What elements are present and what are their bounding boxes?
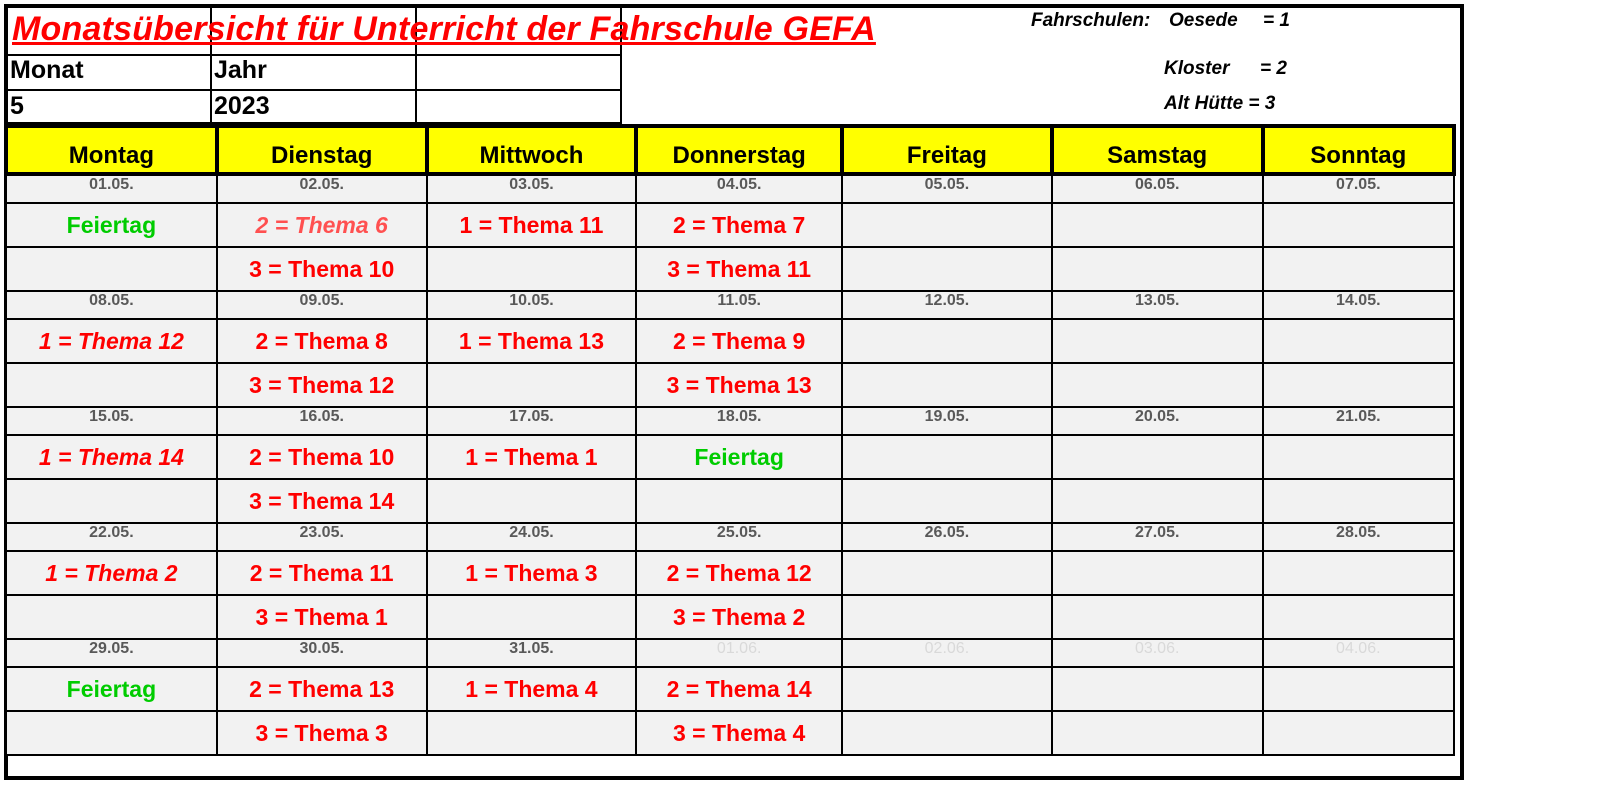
date-cell: 26.05. [842,523,1052,551]
entry-cell[interactable]: 2 = Thema 9 [636,319,842,363]
entry-cell[interactable]: Feiertag [6,667,217,711]
weekday-header: Freitag [842,126,1052,174]
entry-cell[interactable]: Feiertag [6,203,217,247]
entry-cell[interactable] [1052,203,1263,247]
entry-cell[interactable]: Feiertag [636,435,842,479]
entry-cell[interactable]: 2 = Thema 10 [217,435,427,479]
entry-cell[interactable] [1052,319,1263,363]
entry-cell[interactable] [842,479,1052,523]
entry-cell[interactable] [842,247,1052,291]
date-row [6,174,1454,203]
entry-cell[interactable] [1263,247,1454,291]
date-cell: 06.05. [1052,174,1263,203]
entry-cell[interactable]: 3 = Thema 4 [636,711,842,755]
entry-cell[interactable] [1263,711,1454,755]
entry-cell[interactable]: 1 = Thema 14 [6,435,217,479]
date-cell: 08.05. [6,291,217,319]
date-cell: 15.05. [6,407,217,435]
date-cell: 04.05. [636,174,842,203]
entry-cell[interactable] [842,363,1052,407]
year-value: 2023 [214,92,270,120]
date-cell: 21.05. [1263,407,1454,435]
entry-cell[interactable] [1263,203,1454,247]
date-cell: 28.05. [1263,523,1454,551]
entry-cell[interactable] [1263,479,1454,523]
entry-cell[interactable]: 1 = Thema 13 [427,319,637,363]
date-cell: 23.05. [217,523,427,551]
entry-cell[interactable]: 2 = Thema 12 [636,551,842,595]
entry-cell[interactable]: 2 = Thema 13 [217,667,427,711]
entry-cell[interactable]: 2 = Thema 11 [217,551,427,595]
date-cell: 02.05. [217,174,427,203]
entry-cell[interactable] [842,595,1052,639]
entry-cell[interactable] [842,203,1052,247]
entry-cell[interactable] [1263,319,1454,363]
entry-cell[interactable] [842,319,1052,363]
date-cell: 03.06. [1052,639,1263,667]
date-cell: 01.05. [6,174,217,203]
entry-cell[interactable]: 1 = Thema 12 [6,319,217,363]
date-row [6,407,1454,435]
date-row [6,523,1454,551]
date-cell: 30.05. [217,639,427,667]
header-rule [8,54,622,56]
entry-cell[interactable]: 3 = Thema 13 [636,363,842,407]
date-cell: 19.05. [842,407,1052,435]
date-cell: 18.05. [636,407,842,435]
entry-cell[interactable] [1052,435,1263,479]
entry-cell[interactable] [1052,479,1263,523]
date-cell: 22.05. [6,523,217,551]
entry-cell[interactable] [842,711,1052,755]
entry-cell[interactable] [427,363,637,407]
entry-cell[interactable] [6,711,217,755]
date-cell: 12.05. [842,291,1052,319]
date-cell: 09.05. [217,291,427,319]
entry-cell[interactable]: 2 = Thema 6 [217,203,427,247]
calendar-table [4,124,1456,756]
entry-cell[interactable]: 1 = Thema 2 [6,551,217,595]
entry-cell[interactable]: 3 = Thema 10 [217,247,427,291]
entry-cell[interactable]: 1 = Thema 3 [427,551,637,595]
entry-cell[interactable] [1263,595,1454,639]
calendar-body [6,174,1454,755]
date-cell: 04.06. [1263,639,1454,667]
date-cell: 24.05. [427,523,637,551]
entry-cell[interactable] [427,247,637,291]
date-cell: 16.05. [217,407,427,435]
date-cell: 17.05. [427,407,637,435]
entry-cell[interactable] [427,711,637,755]
weekday-header: Samstag [1052,126,1263,174]
legend-alt-huette: Alt Hütte = 3 [1164,93,1276,114]
entry-cell[interactable] [1052,667,1263,711]
entry-cell[interactable]: 1 = Thema 11 [427,203,637,247]
entry-cell[interactable] [1052,247,1263,291]
entry-row [6,479,1454,523]
entry-cell[interactable]: 2 = Thema 14 [636,667,842,711]
entry-cell[interactable] [1263,667,1454,711]
entry-cell[interactable] [6,479,217,523]
entry-cell[interactable] [1263,363,1454,407]
entry-cell[interactable] [1263,435,1454,479]
date-cell: 31.05. [427,639,637,667]
weekday-header-row [6,126,1454,174]
entry-row [6,247,1454,291]
weekday-header: Donnerstag [636,126,842,174]
weekday-header: Dienstag [217,126,427,174]
entry-row [6,595,1454,639]
date-cell: 01.06. [636,639,842,667]
entry-cell[interactable] [1052,595,1263,639]
date-row [6,291,1454,319]
date-cell: 14.05. [1263,291,1454,319]
legend-kloster: Kloster [1164,58,1230,79]
entry-cell[interactable] [427,479,637,523]
weekday-header: Montag [6,126,217,174]
entry-cell[interactable]: 3 = Thema 11 [636,247,842,291]
entry-row [6,667,1454,711]
date-cell: 02.06. [842,639,1052,667]
entry-cell[interactable]: 1 = Thema 4 [427,667,637,711]
legend-oesede-value: = 1 [1263,10,1290,31]
date-cell: 25.05. [636,523,842,551]
entry-cell[interactable] [842,551,1052,595]
legend-kloster-value: = 2 [1260,58,1287,79]
entry-cell[interactable] [427,595,637,639]
date-cell: 27.05. [1052,523,1263,551]
entry-cell[interactable] [842,667,1052,711]
entry-cell[interactable]: 3 = Thema 1 [217,595,427,639]
entry-cell[interactable]: 3 = Thema 12 [217,363,427,407]
entry-cell[interactable] [1052,551,1263,595]
page-title: Monatsübersicht für Unterricht der Fahrschule GEFA [12,10,876,48]
entry-cell[interactable] [842,435,1052,479]
date-cell: 11.05. [636,291,842,319]
month-value: 5 [10,92,24,120]
entry-cell[interactable]: 3 = Thema 3 [217,711,427,755]
entry-cell[interactable] [6,247,217,291]
entry-cell[interactable]: 3 = Thema 14 [217,479,427,523]
legend-fahrschulen: Fahrschulen: [1031,10,1151,31]
entry-cell[interactable] [1263,551,1454,595]
date-cell: 20.05. [1052,407,1263,435]
entry-cell[interactable] [6,595,217,639]
header-rule [8,89,622,91]
date-cell: 29.05. [6,639,217,667]
entry-row [6,435,1454,479]
entry-cell[interactable] [1052,363,1263,407]
entry-row [6,551,1454,595]
entry-row [6,319,1454,363]
date-cell: 03.05. [427,174,637,203]
entry-cell[interactable] [6,363,217,407]
entry-cell[interactable]: 2 = Thema 7 [636,203,842,247]
legend-oesede: Oesede [1169,10,1238,31]
weekday-header: Sonntag [1263,126,1454,174]
weekday-header: Mittwoch [427,126,637,174]
entry-cell[interactable]: 3 = Thema 2 [636,595,842,639]
month-label: Monat [10,56,84,84]
date-cell: 05.05. [842,174,1052,203]
entry-row [6,363,1454,407]
entry-row [6,711,1454,755]
date-cell: 10.05. [427,291,637,319]
date-row [6,639,1454,667]
entry-cell[interactable] [636,479,842,523]
date-cell: 13.05. [1052,291,1263,319]
entry-row [6,203,1454,247]
date-cell: 07.05. [1263,174,1454,203]
entry-cell[interactable]: 1 = Thema 1 [427,435,637,479]
entry-cell[interactable]: 2 = Thema 8 [217,319,427,363]
entry-cell[interactable] [1052,711,1263,755]
year-label: Jahr [214,56,267,84]
